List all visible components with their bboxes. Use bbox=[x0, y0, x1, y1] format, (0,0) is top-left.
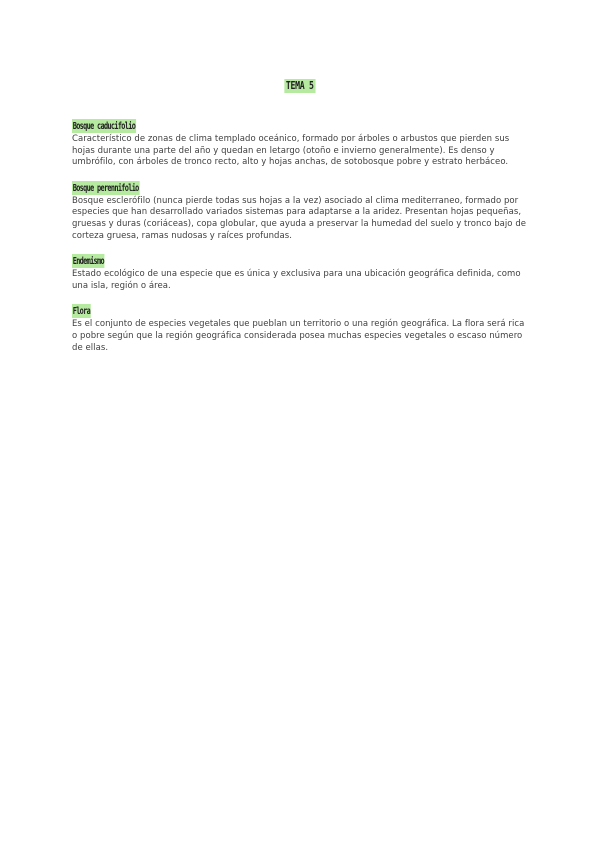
section-bosque-caducifolio bbox=[72, 114, 528, 169]
section-heading: Bosque perennifolio bbox=[72, 182, 139, 194]
section-body: Característico de zonas de clima templado oceánico, formado por árboles o arbustos que pierden sus hojas durante una parte del año y quedan en letargo (otoño e invierno generalmente). Es denso y umbrófilo, con árboles de tronco recto, alto y hojas anchas, de sotobosque pobre y estrato herbáceo. bbox=[72, 134, 510, 168]
section-flora bbox=[72, 299, 528, 354]
section-bosque-perennifolio bbox=[72, 176, 528, 242]
section-endemismo bbox=[72, 249, 528, 292]
title-container bbox=[0, 74, 600, 93]
section-heading: Flora bbox=[72, 306, 91, 318]
section-body: Estado ecológico de una especie que es única y exclusiva para una ubicación geográfica definida, como una isla, región o área. bbox=[72, 269, 521, 291]
page-title: TEMA 5 bbox=[286, 80, 314, 92]
section-body: Bosque esclerófilo (nunca pierde todas sus hojas a la vez) asociado al clima mediterraneo, formado por especies que han desarrollado variados sistemas para adaptarse a la aridez. Presentan hojas pequeñas, gruesas y duras (coriáceas), copa globular, que ayuda a preservar la humedad del suelo y tronco bajo de corteza gruesa, ramas nudosas y raíces profundas. bbox=[72, 195, 527, 241]
section-heading: Endemismo bbox=[72, 256, 104, 268]
document-content bbox=[72, 114, 528, 361]
section-body: Es el conjunto de especies vegetales que pueblan un territorio o una región geográfica. La flora será rica o pobre según que la región geográfica considerada posea muchas especies vegetales o escaso número de ellas. bbox=[72, 319, 525, 353]
section-heading: Bosque caducifolio bbox=[72, 121, 136, 132]
